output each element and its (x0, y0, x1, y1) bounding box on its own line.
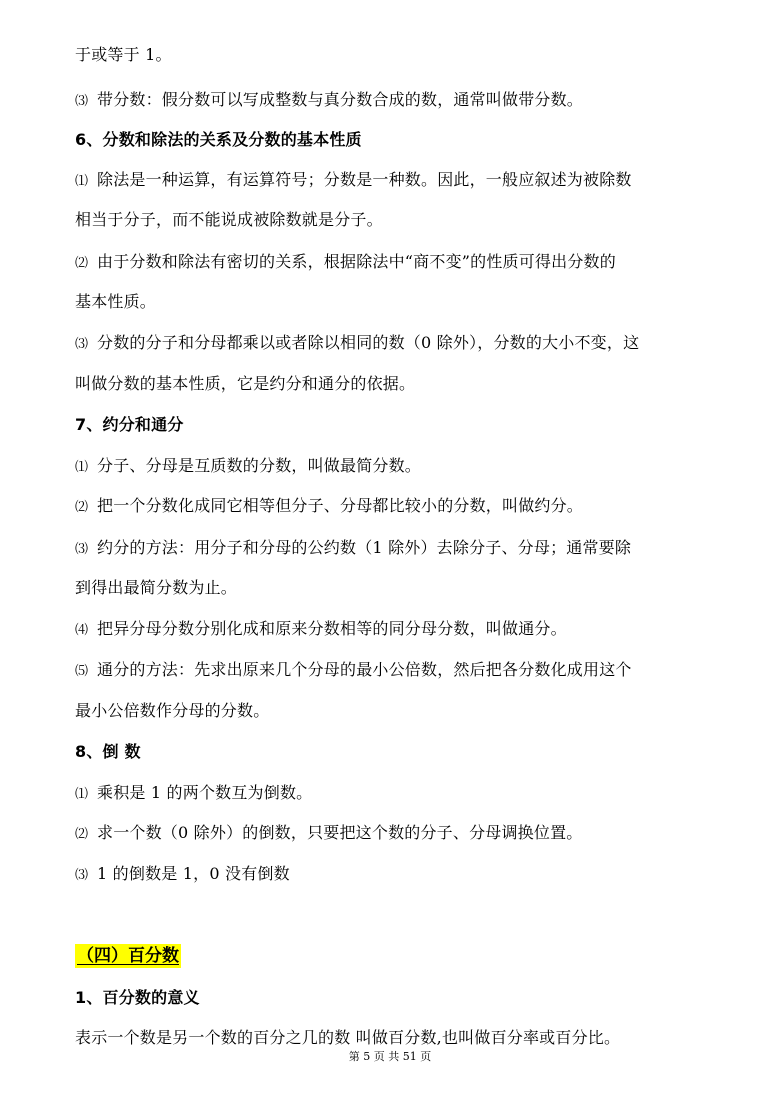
subsection-heading: 1、百分数的意义 (75, 988, 200, 1007)
section-heading-7: 7、约分和通分 (75, 415, 184, 434)
list-item-text: 由于分数和除法有密切的关系，根据除法中“商不变”的性质可得出分数的 (97, 252, 616, 271)
list-item (75, 495, 710, 519)
list-item (75, 822, 710, 846)
list-number: ⑵ (75, 827, 89, 842)
list-number: ⑴ (75, 460, 89, 475)
paragraph-text: 叫做分数的基本性质，它是约分和通分的依据。 (75, 374, 416, 393)
list-number: ⑵ (75, 256, 89, 271)
list-item-text: 把异分母分数分别化成和原来分数相等的同分母分数，叫做通分。 (97, 619, 567, 638)
list-number: ⑵ (75, 500, 89, 515)
list-number: ⑶ (75, 542, 89, 557)
paragraph-line (75, 291, 710, 313)
list-item-text: 通分的方法：先求出原来几个分母的最小公倍数，然后把各分数化成用这个 (97, 660, 632, 679)
list-item (75, 89, 710, 113)
list-item-text: 把一个分数化成同它相等但分子、分母都比较小的分数，叫做约分。 (97, 496, 584, 515)
paragraph-text: 于或等于 1。 (75, 45, 172, 64)
paragraph-line (75, 373, 710, 395)
list-item-text: 带分数：假分数可以写成整数与真分数合成的数，通常叫做带分数。 (97, 90, 584, 109)
list-item-text: 分子、分母是互质数的分数，叫做最简分数。 (97, 456, 422, 475)
paragraph-line: 表示一个数是另一个数的百分之几的数 叫做百分数,也叫做百分率或百分比。 (75, 1028, 621, 1047)
list-item-text: 分数的分子和分母都乘以或者除以相同的数（0 除外），分数的大小不变，这 (97, 333, 640, 352)
paragraph-line (75, 44, 710, 66)
paragraph-line (75, 209, 710, 231)
list-item (75, 332, 710, 356)
list-number: ⑴ (75, 787, 89, 802)
list-item (75, 455, 710, 479)
list-number: ⑶ (75, 337, 89, 352)
list-item-text: 除法是一种运算，有运算符号；分数是一种数。因此，一般应叙述为被除数 (97, 170, 632, 189)
list-item-text: 乘积是 1 的两个数互为倒数。 (97, 783, 313, 802)
list-item (75, 251, 710, 275)
list-item (75, 659, 710, 683)
list-item-text: 求一个数（0 除外）的倒数，只要把这个数的分子、分母调换位置。 (97, 823, 583, 842)
section-heading-8: 8、倒 数 (75, 742, 141, 761)
list-number: ⑶ (75, 94, 89, 109)
paragraph-text: 基本性质。 (75, 292, 157, 311)
paragraph-line (75, 577, 710, 599)
paragraph-line (75, 700, 710, 722)
list-item-text: 约分的方法：用分子和分母的公约数（1 除外）去除分子、分母；通常要除 (97, 538, 632, 557)
list-item (75, 782, 710, 806)
list-item (75, 863, 710, 887)
paragraph-text: 最小公倍数作分母的分数。 (75, 701, 270, 720)
list-number: ⑶ (75, 868, 89, 883)
list-number: ⑷ (75, 623, 89, 638)
list-number: ⑸ (75, 664, 89, 679)
list-item (75, 169, 710, 193)
list-item (75, 537, 710, 561)
page-footer: 第 5 页 共 51 页 (348, 1050, 432, 1063)
list-item-text: 1 的倒数是 1，0 没有倒数 (97, 864, 290, 883)
paragraph-text: 相当于分子，而不能说成被除数就是分子。 (75, 210, 383, 229)
section-title-percent: （四）百分数 (77, 946, 179, 966)
paragraph-text: 到得出最简分数为止。 (75, 578, 238, 597)
list-item (75, 618, 710, 642)
list-number: ⑴ (75, 174, 89, 189)
section-heading-6: 6、分数和除法的关系及分数的基本性质 (75, 130, 362, 149)
